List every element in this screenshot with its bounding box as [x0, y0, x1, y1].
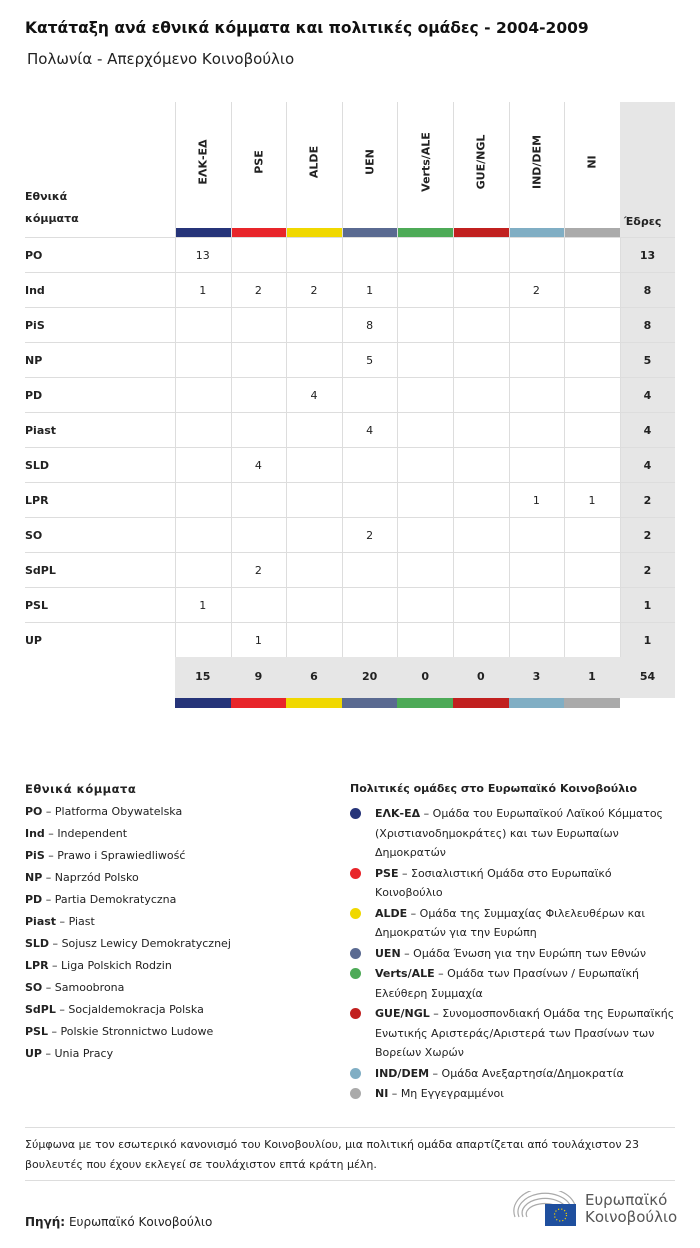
party-label: PSL: [25, 599, 48, 612]
party-legend-item: PSL – Polskie Stronnictwo Ludowe: [25, 1025, 214, 1038]
grid-line: [175, 343, 176, 378]
grid-line: [509, 413, 510, 448]
party-legend-item: SO – Samoobrona: [25, 981, 125, 994]
party-name: Sojusz Lewicy Demokratycznej: [61, 937, 231, 950]
grid-line: [231, 588, 232, 623]
grid-line: [397, 588, 398, 623]
grid-line: [509, 623, 510, 658]
group-column-header: [286, 102, 342, 237]
grid-line: [397, 238, 398, 273]
grid-line: [231, 308, 232, 343]
seat-cell: 1: [588, 494, 596, 507]
group-name: Ομάδα του Ευρωπαϊκού Λαϊκού Κόμματος (Χριστιανοδημοκράτες) και των Ευρωπαίων Δημοκρατών: [375, 807, 664, 859]
grid-line: [453, 518, 454, 553]
grid-line: [286, 308, 287, 343]
grid-line: [286, 623, 287, 658]
table-row: [25, 517, 675, 552]
table-row: [25, 587, 675, 622]
grid-line: [564, 343, 565, 378]
party-abbr: PiS: [25, 849, 45, 862]
party-name: Polskie Stronnictwo Ludowe: [60, 1025, 214, 1038]
group-color-bar-bottom: [231, 698, 287, 708]
group-color-dot-icon: [350, 948, 361, 959]
group-abbr: NI: [375, 1087, 389, 1100]
group-abbr: GUE/NGL: [375, 1007, 430, 1020]
group-total: 0: [476, 670, 485, 683]
grid-line: [175, 483, 176, 518]
party-legend-item: PiS – Prawo i Sprawiedliwość: [25, 849, 186, 862]
group-legend: [350, 782, 680, 1105]
row-total: 1: [643, 634, 652, 647]
grid-line: [397, 623, 398, 658]
grid-line: [564, 378, 565, 413]
grid-line: [175, 553, 176, 588]
source: [25, 1215, 212, 1229]
group-color-dot-icon: [350, 1008, 361, 1019]
party-name: Prawo i Sprawiedliwość: [57, 849, 186, 862]
party-legend-item: PO – Platforma Obywatelska: [25, 805, 183, 818]
seat-cell: 1: [532, 494, 540, 507]
grid-line: [564, 623, 565, 658]
group-color-bar: [232, 228, 287, 237]
total-header: Έδρες: [624, 215, 662, 228]
group-legend-item: PSE – Σοσιαλιστική Ομάδα στο Ευρωπαϊκό Κοινοβούλιο: [350, 864, 680, 903]
grid-line: [397, 413, 398, 448]
grid-line: [231, 378, 232, 413]
group-total: 20: [361, 670, 378, 683]
seat-cell: 2: [254, 564, 262, 577]
group-abbr: IND/DEM: [375, 1066, 430, 1080]
group-color-bar-bottom: [397, 698, 453, 708]
grid-line: [397, 378, 398, 413]
grid-line: [231, 343, 232, 378]
row-header-line: κόμματα: [25, 212, 79, 225]
group-legend-item: Verts/ALE – Ομάδα των Πρασίνων / Ευρωπαϊκή Ελεύθερη Συμμαχία: [350, 964, 680, 1003]
grid-line: [453, 343, 454, 378]
party-label: SLD: [25, 459, 50, 472]
grid-line: [397, 308, 398, 343]
group-total: 3: [532, 670, 541, 683]
party-legend: [25, 782, 231, 1060]
grid-line: [509, 343, 510, 378]
group-abbr: PSE: [375, 866, 399, 880]
group-color-bar-bottom: [175, 698, 231, 708]
row-total: 5: [643, 354, 652, 367]
group-name: PSE: [252, 150, 266, 174]
seat-cell: 1: [254, 634, 262, 647]
grid-line: [175, 413, 176, 448]
grid-line: [453, 378, 454, 413]
grid-line: [175, 448, 176, 483]
group-color-bar: [510, 228, 565, 237]
group-column-header: [509, 102, 565, 237]
seat-cell: 13: [195, 249, 210, 262]
grid-line: [342, 448, 343, 483]
group-column-header: [397, 102, 453, 237]
seat-cell: 2: [254, 284, 262, 297]
grid-line: [397, 273, 398, 308]
party-abbr: UP: [25, 1047, 42, 1060]
party-legend-item: LPR – Liga Polskich Rodzin: [25, 959, 172, 972]
grid-line: [397, 553, 398, 588]
grid-line: [175, 518, 176, 553]
party-label: SdPL: [25, 564, 56, 577]
footnote: Σύμφωνα με τον εσωτερικό κανονισμό του Κοινοβουλίου, μια πολιτική ομάδα απαρτίζεται από τουλάχιστον 23 βουλευτές που έχουν εκλεγεί σε τουλάχιστον επτά κράτη μέλη.: [25, 1127, 675, 1181]
group-color-dot-icon: [350, 1088, 361, 1099]
group-column-header: [231, 102, 287, 237]
seat-cell: 4: [254, 459, 262, 472]
grid-line: [564, 518, 565, 553]
source-label: Πηγή:: [25, 1215, 66, 1229]
logo-text-line: Ευρωπαϊκό: [585, 1191, 668, 1209]
group-abbr: UEN: [375, 946, 401, 960]
row-total: 8: [643, 284, 652, 297]
grid-line: [175, 308, 176, 343]
grid-line: [286, 448, 287, 483]
party-name: Socjaldemokracja Polska: [68, 1003, 204, 1016]
parliament-logo-icon: [513, 1191, 577, 1227]
grid-line: [397, 518, 398, 553]
group-color-dot-icon: [350, 1068, 361, 1079]
group-abbr: Verts/ALE: [375, 967, 435, 980]
party-abbr: NP: [25, 871, 43, 884]
party-abbr: SO: [25, 981, 43, 994]
party-legend-item: PD – Partia Demokratyczna: [25, 893, 177, 906]
grid-line: [453, 448, 454, 483]
grid-line: [564, 238, 565, 273]
party-legend-item: SdPL – Socjaldemokracja Polska: [25, 1003, 204, 1016]
party-name: Unia Pracy: [54, 1047, 114, 1060]
table-row: [25, 307, 675, 342]
group-legend-item: GUE/NGL – Συνομοσπονδιακή Ομάδα της Ευρωπαϊκής Ενωτικής Αριστεράς/Αριστερά των Πρασίνων των Βορείων Χωρών: [350, 1004, 680, 1063]
row-total: 4: [643, 424, 652, 437]
seats-table: [25, 102, 675, 708]
group-color-bar: [343, 228, 398, 237]
group-name: UEN: [363, 149, 377, 175]
group-legend-item: ΕΛΚ-ΕΔ – Ομάδα του Ευρωπαϊκού Λαϊκού Κόμματος (Χριστιανοδημοκράτες) και των Ευρωπαίων Δημοκρατών: [350, 804, 680, 863]
page-subtitle: Πολωνία - Απερχόμενο Κοινοβούλιο: [27, 50, 295, 68]
seat-cell: 1: [366, 284, 374, 297]
row-header-line: Εθνικά: [25, 190, 68, 203]
table-row: [25, 412, 675, 447]
seat-cell: 2: [532, 284, 540, 297]
table-row: [25, 552, 675, 587]
row-total: 4: [643, 459, 652, 472]
grid-line: [453, 413, 454, 448]
grid-line: [231, 238, 232, 273]
row-total: 8: [643, 319, 652, 332]
table-row: [25, 237, 675, 272]
grid-line: [509, 378, 510, 413]
party-name: Liga Polskich Rodzin: [61, 959, 172, 972]
page-title: Κατάταξη ανά εθνικά κόμματα και πολιτικές ομάδες - 2004-2009: [25, 19, 589, 37]
grid-line: [509, 518, 510, 553]
table-row: [25, 447, 675, 482]
table-row: [25, 342, 675, 377]
group-total: 0: [421, 670, 430, 683]
seat-cell: 2: [366, 529, 374, 542]
grid-line: [564, 588, 565, 623]
row-total: 4: [643, 389, 652, 402]
grid-line: [286, 588, 287, 623]
group-color-bar-bottom: [286, 698, 342, 708]
grid-line: [286, 343, 287, 378]
seat-cell: 4: [310, 389, 318, 402]
party-label: LPR: [25, 494, 49, 507]
group-name: GUE/NGL: [474, 134, 488, 190]
group-column-header: [564, 102, 620, 237]
table-row: [25, 272, 675, 307]
grid-line: [342, 483, 343, 518]
grid-line: [231, 413, 232, 448]
seat-cell: 1: [199, 284, 207, 297]
seat-cell: 4: [366, 424, 374, 437]
table-row: [25, 482, 675, 517]
group-name: Σοσιαλιστική Ομάδα στο Ευρωπαϊκό Κοινοβούλιο: [375, 866, 612, 899]
group-color-bar: [565, 228, 620, 237]
grid-line: [342, 623, 343, 658]
group-color-bar: [454, 228, 509, 237]
party-legend-item: Ind – Independent: [25, 827, 128, 840]
party-label: Ind: [25, 284, 45, 297]
group-color-dot-icon: [350, 968, 361, 979]
party-name: Piast: [68, 915, 95, 928]
group-name: Verts/ALE: [419, 132, 433, 192]
grid-line: [286, 238, 287, 273]
group-total: 6: [310, 670, 318, 683]
grid-line: [397, 343, 398, 378]
grid-line: [564, 448, 565, 483]
grid-line: [453, 483, 454, 518]
party-label: Piast: [25, 424, 57, 437]
seat-cell: 1: [199, 599, 207, 612]
party-name: Independent: [57, 827, 128, 840]
seat-cell: 2: [310, 284, 318, 297]
group-color-bar: [287, 228, 342, 237]
grid-line: [286, 553, 287, 588]
grid-line: [509, 448, 510, 483]
party-name: Samoobrona: [54, 981, 125, 994]
grid-line: [564, 553, 565, 588]
party-abbr: PD: [25, 893, 43, 906]
group-total: 1: [588, 670, 596, 683]
group-color-bar-bottom: [453, 698, 509, 708]
grid-line: [342, 378, 343, 413]
grid-line: [564, 308, 565, 343]
grid-line: [175, 378, 176, 413]
party-name: Naprzód Polsko: [54, 871, 139, 884]
grid-line: [286, 483, 287, 518]
party-legend-item: NP – Naprzód Polsko: [25, 871, 139, 884]
group-color-bar-bottom: [509, 698, 565, 708]
group-color-bar: [176, 228, 231, 237]
totals-row: [175, 657, 675, 698]
grid-line: [453, 238, 454, 273]
grid-line: [286, 518, 287, 553]
group-total: 9: [254, 670, 263, 683]
party-label: UP: [25, 634, 42, 647]
group-color-bar-bottom: [564, 698, 620, 708]
row-total: 2: [643, 494, 652, 507]
party-legend-title: Εθνικά κόμματα: [25, 782, 137, 796]
grid-line: [453, 273, 454, 308]
ep-logo: [513, 1191, 677, 1227]
table-row: [25, 377, 675, 412]
grid-line: [175, 623, 176, 658]
group-column-header: [342, 102, 398, 237]
party-abbr: PO: [25, 805, 43, 818]
grid-line: [453, 623, 454, 658]
party-label: PD: [25, 389, 43, 402]
grid-line: [564, 273, 565, 308]
group-column-header: [175, 102, 231, 237]
group-legend-item: IND/DEM – Ομάδα Ανεξαρτησία/Δημοκρατία: [350, 1064, 680, 1084]
grid-line: [453, 553, 454, 588]
grid-line: [286, 413, 287, 448]
party-legend-item: UP – Unia Pracy: [25, 1047, 114, 1060]
group-name: IND/DEM: [530, 134, 544, 190]
party-abbr: PSL: [25, 1025, 48, 1038]
group-color-dot-icon: [350, 868, 361, 879]
row-total: 1: [643, 599, 652, 612]
grid-line: [453, 588, 454, 623]
group-legend-title: Πολιτικές ομάδες στο Ευρωπαϊκό Κοινοβούλιο: [350, 782, 638, 795]
group-color-dot-icon: [350, 908, 361, 919]
grid-line: [397, 448, 398, 483]
party-label: PiS: [25, 319, 45, 332]
group-color-bar-bottom: [342, 698, 398, 708]
grid-line: [453, 308, 454, 343]
party-abbr: SLD: [25, 937, 50, 950]
group-color-bar: [398, 228, 453, 237]
group-name: Συνομοσπονδιακή Ομάδα της Ευρωπαϊκής Ενωτικής Αριστεράς/Αριστερά των Πρασίνων των Βορείων Χωρών: [375, 1007, 675, 1059]
group-name: Ομάδα Ανεξαρτησία/Δημοκρατία: [441, 1066, 624, 1080]
seat-cell: 8: [366, 319, 374, 332]
row-header: [25, 186, 79, 230]
party-abbr: SdPL: [25, 1003, 56, 1016]
party-abbr: LPR: [25, 959, 49, 972]
party-legend-item: Piast – Piast: [25, 915, 95, 928]
grand-total: 54: [639, 670, 656, 683]
grid-line: [342, 238, 343, 273]
grid-line: [564, 413, 565, 448]
group-name: Ομάδα Ένωση για την Ευρώπη των Εθνών: [413, 946, 647, 960]
group-name: ALDE: [307, 145, 321, 179]
group-name: NI: [585, 155, 599, 169]
grid-line: [231, 518, 232, 553]
grid-line: [342, 588, 343, 623]
group-column-header: [453, 102, 509, 237]
group-legend-item: ALDE – Ομάδα της Συμμαχίας Φιλελευθέρων και Δημοκρατών για την Ευρώπη: [350, 904, 680, 943]
party-label: NP: [25, 354, 43, 367]
table-row: [25, 622, 675, 657]
group-color-dot-icon: [350, 808, 361, 819]
party-abbr: Ind: [25, 827, 45, 840]
group-name: Μη Εγγεγραμμένοι: [400, 1087, 504, 1100]
group-legend-item: NI – Μη Εγγεγραμμένοι: [350, 1084, 680, 1104]
group-legend-item: UEN – Ομάδα Ένωση για την Ευρώπη των Εθνών: [350, 944, 680, 964]
party-label: SO: [25, 529, 43, 542]
row-total: 13: [639, 249, 656, 262]
grid-line: [509, 553, 510, 588]
logo-text-line: Κοινοβούλιο: [585, 1208, 678, 1226]
group-abbr: ALDE: [375, 906, 408, 920]
grid-line: [509, 238, 510, 273]
party-legend-item: SLD – Sojusz Lewicy Demokratycznej: [25, 937, 231, 950]
grid-line: [231, 483, 232, 518]
group-name: Ομάδα των Πρασίνων / Ευρωπαϊκή Ελεύθερη Συμμαχία: [375, 967, 639, 1000]
grid-line: [342, 553, 343, 588]
party-name: Partia Demokratyczna: [54, 893, 177, 906]
group-total: 15: [195, 670, 211, 683]
party-label: PO: [25, 249, 43, 262]
party-abbr: Piast: [25, 915, 57, 928]
grid-line: [509, 588, 510, 623]
grid-line: [509, 308, 510, 343]
group-abbr: ΕΛΚ-ΕΔ: [375, 807, 421, 820]
party-name: Platforma Obywatelska: [54, 805, 183, 818]
group-name: Ομάδα της Συμμαχίας Φιλελευθέρων και Δημοκρατών για την Ευρώπη: [375, 906, 646, 939]
source-value: Ευρωπαϊκό Κοινοβούλιο: [68, 1215, 213, 1229]
row-total: 2: [643, 529, 652, 542]
grid-line: [397, 483, 398, 518]
seat-cell: 5: [366, 354, 374, 367]
row-total: 2: [643, 564, 652, 577]
group-name: ΕΛΚ-ΕΔ: [196, 139, 210, 185]
